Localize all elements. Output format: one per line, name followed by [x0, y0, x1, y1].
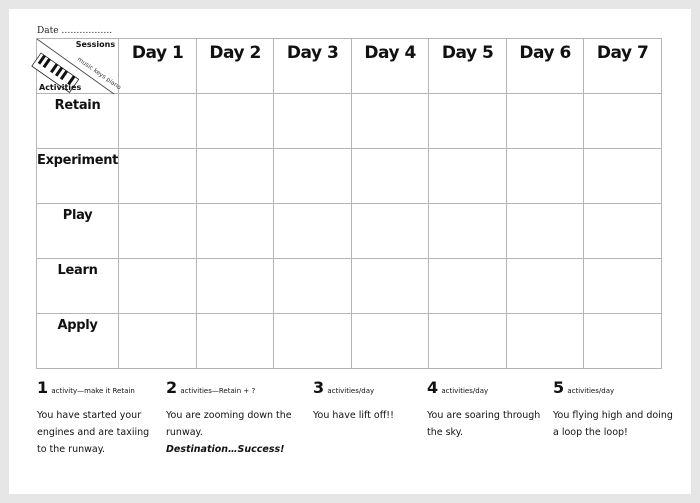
legend-line: You flying high and doing	[553, 410, 673, 421]
legend-line: runway.	[166, 427, 203, 438]
legend-number: 3	[313, 378, 325, 397]
activity-row-play	[37, 204, 662, 259]
grid-cell[interactable]	[352, 259, 429, 314]
grid-cell[interactable]	[274, 204, 352, 259]
grid-cell[interactable]	[429, 204, 507, 259]
grid-cell[interactable]	[429, 149, 507, 204]
activity-row-learn	[37, 259, 662, 314]
legend-heading: activity—make it Retain	[51, 387, 135, 395]
grid-cell[interactable]	[507, 314, 584, 369]
legend-line: a loop the loop!	[553, 427, 628, 438]
grid-cell[interactable]	[274, 94, 352, 149]
activity-label-cell: Retain	[37, 94, 119, 149]
grid-cell[interactable]	[429, 259, 507, 314]
legend-heading: activities/day	[567, 387, 615, 395]
legend-line: You have lift off!!	[313, 410, 394, 421]
grid-cell[interactable]	[197, 94, 274, 149]
activity-label-cell: Learn	[37, 259, 119, 314]
activity-label-cell: Experiment	[37, 149, 119, 204]
legend-item-3	[313, 380, 423, 424]
grid-cell[interactable]	[507, 259, 584, 314]
legend-number: 5	[553, 378, 565, 397]
activity-row-retain	[37, 94, 662, 149]
grid-cell[interactable]	[352, 314, 429, 369]
grid-cell[interactable]	[584, 94, 662, 149]
day-header: Day 6	[507, 39, 584, 94]
legend-emphasis: Destination…Success!	[166, 444, 285, 455]
activity-label-cell: Apply	[37, 314, 119, 369]
day-header: Day 3	[274, 39, 352, 94]
svg-text:music keys piano: music keys piano	[75, 55, 123, 92]
legend-line: You have started your	[37, 410, 142, 421]
day-header: Day 2	[197, 39, 274, 94]
activity-row-apply	[37, 314, 662, 369]
legend-heading: activities—Retain + ?	[180, 387, 256, 395]
grid-cell[interactable]	[507, 204, 584, 259]
corner-cell	[37, 39, 123, 94]
grid-cell[interactable]	[352, 94, 429, 149]
schedule-grid	[36, 38, 662, 369]
legend-line: You are soaring through	[427, 410, 541, 421]
legend-item-1	[37, 380, 162, 458]
legend-item-5	[553, 380, 683, 441]
day-header: Day 5	[429, 39, 507, 94]
date-field[interactable]: Date ……………..	[37, 26, 113, 36]
day-header: Day 4	[352, 39, 429, 94]
legend-line: to the runway.	[37, 444, 105, 455]
grid-cell[interactable]	[274, 149, 352, 204]
day-header: Day 1	[119, 39, 197, 94]
grid-cell[interactable]	[584, 314, 662, 369]
legend-heading: activities/day	[441, 387, 489, 395]
activities-label: Activities	[39, 83, 82, 92]
grid-cell[interactable]	[507, 94, 584, 149]
grid-cell[interactable]	[429, 314, 507, 369]
day-header: Day 7	[584, 39, 662, 94]
grid-cell[interactable]	[352, 149, 429, 204]
legend-number: 2	[166, 378, 178, 397]
header-row	[37, 39, 662, 94]
grid-cell[interactable]	[197, 204, 274, 259]
activity-row-experiment	[37, 149, 662, 204]
grid-cell[interactable]	[197, 149, 274, 204]
grid-cell[interactable]	[119, 314, 197, 369]
grid-cell[interactable]	[274, 314, 352, 369]
legend-item-4	[427, 380, 552, 441]
grid-cell[interactable]	[429, 94, 507, 149]
grid-cell[interactable]	[584, 259, 662, 314]
legend-number: 4	[427, 378, 439, 397]
sessions-label: Sessions	[75, 40, 116, 49]
grid-cell[interactable]	[352, 204, 429, 259]
legend-line: You are zooming down the	[166, 410, 292, 421]
grid-cell[interactable]	[119, 94, 197, 149]
grid-cell[interactable]	[119, 149, 197, 204]
grid-cell[interactable]	[197, 259, 274, 314]
grid-cell[interactable]	[119, 204, 197, 259]
legend-heading: activities/day	[327, 387, 375, 395]
grid-cell[interactable]	[584, 149, 662, 204]
legend-line: engines and are taxiing	[37, 427, 150, 438]
grid-cell[interactable]	[274, 259, 352, 314]
grid-cell[interactable]	[119, 259, 197, 314]
grid-cell[interactable]	[197, 314, 274, 369]
grid-cell[interactable]	[584, 204, 662, 259]
legend-number: 1	[37, 378, 49, 397]
grid-cell[interactable]	[507, 149, 584, 204]
activity-label-cell: Play	[37, 204, 119, 259]
legend-line: the sky.	[427, 427, 464, 438]
legend-item-2	[166, 380, 306, 458]
